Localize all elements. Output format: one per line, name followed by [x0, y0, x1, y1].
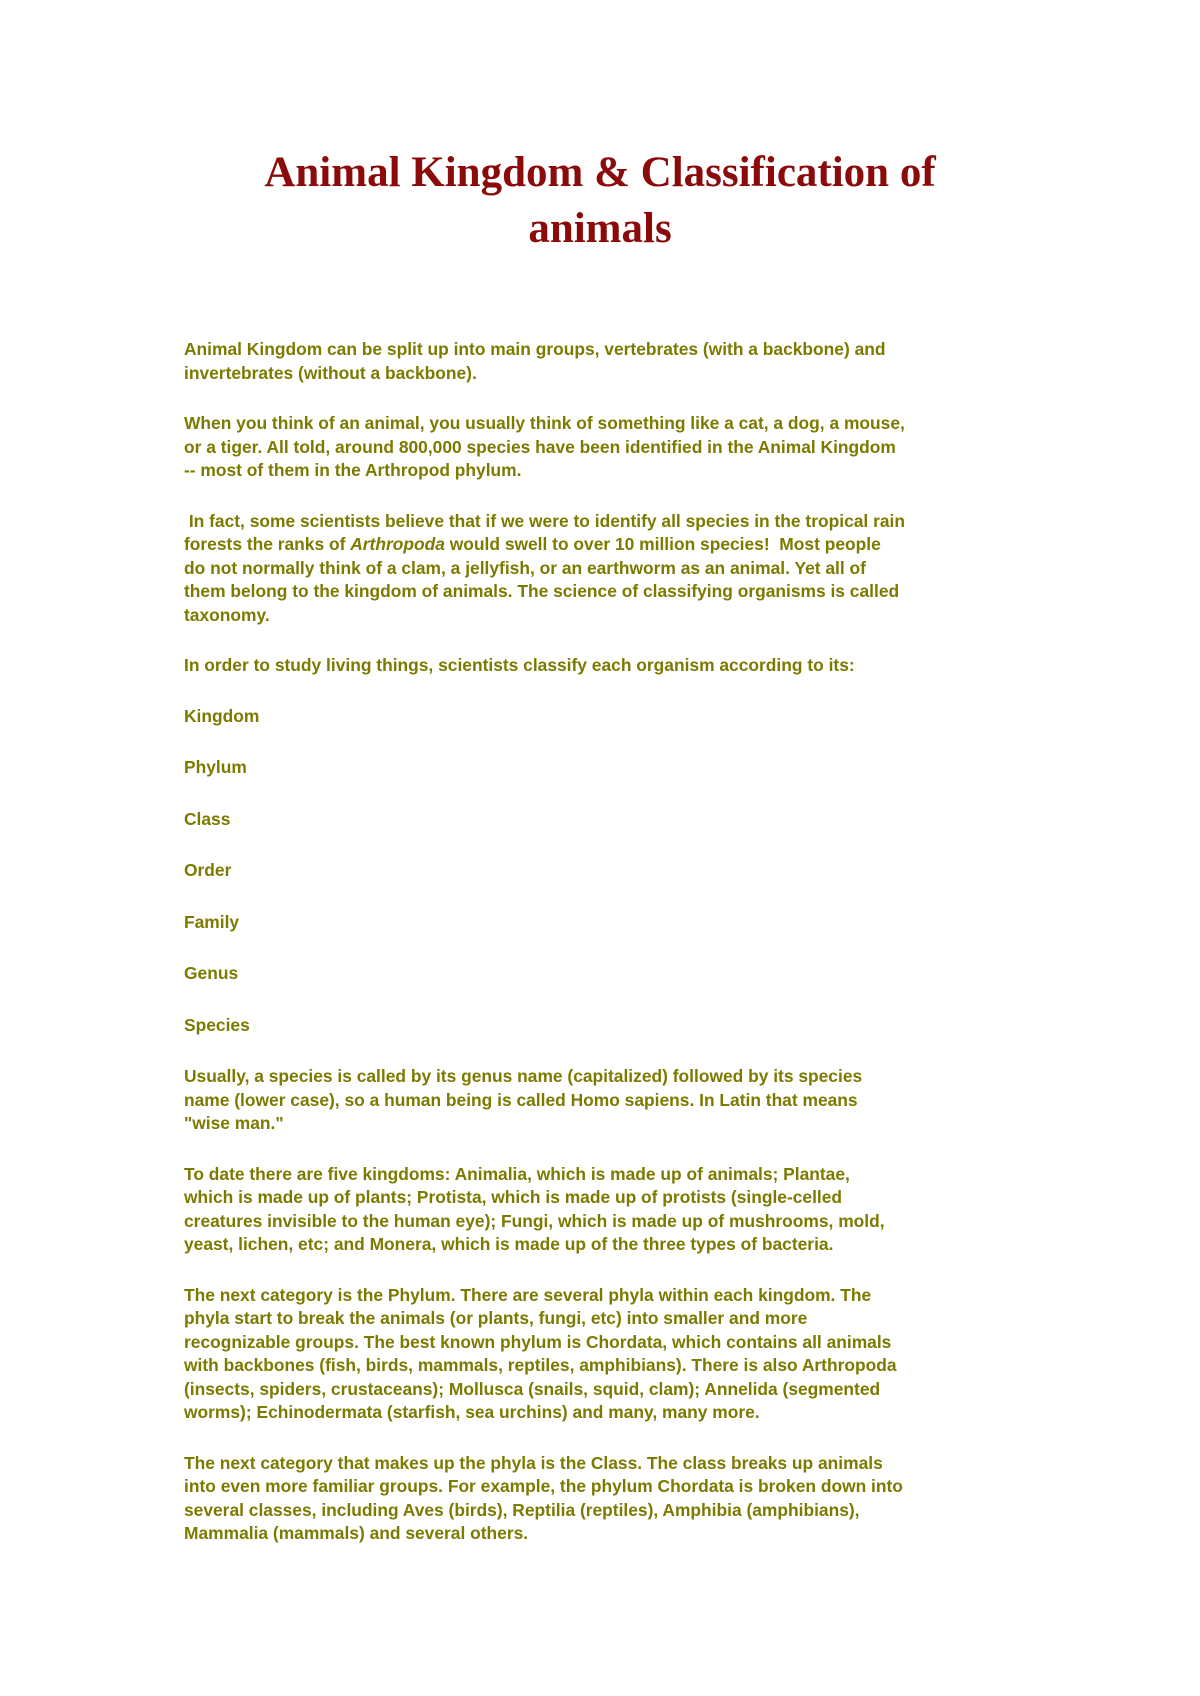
- paragraph-think-of-animal: [184, 412, 1034, 483]
- text-line: In order to study living things, scientists classify each organism according to its:: [184, 655, 855, 675]
- paragraph-arthropoda: [184, 510, 1034, 628]
- text-line: into even more familiar groups. For example, the phylum Chordata is broken down into: [184, 1476, 903, 1496]
- text-span: forests the ranks of: [184, 534, 351, 554]
- text-line: with backbones (fish, birds, mammals, reptiles, amphibians). There is also Arthropoda: [184, 1355, 897, 1375]
- text-line: recognizable groups. The best known phylum is Chordata, which contains all animals: [184, 1331, 892, 1352]
- rank-phylum: Phylum: [184, 757, 247, 777]
- text-line: Usually, a species is called by its genus name (capitalized) followed by its species: [184, 1066, 863, 1086]
- italic-term: Arthropoda: [350, 534, 445, 554]
- text-line: In fact, some scientists believe that if we were to identify all species in the tropical rain: [184, 510, 905, 531]
- title-line-2: animals: [528, 205, 672, 252]
- text-line: The next category is the Phylum. There are several phyla within each kingdom. The: [184, 1284, 872, 1305]
- rank-class: Class: [184, 808, 231, 829]
- text-line: "wise man.": [184, 1113, 284, 1133]
- document-title: [0, 145, 1200, 257]
- rank-genus: Genus: [184, 963, 239, 983]
- text-line: worms); Echinodermata (starfish, sea urchins) and many, many more.: [184, 1402, 760, 1422]
- text-line: -- most of them in the Arthropod phylum.: [184, 460, 522, 480]
- document-body: [184, 338, 1034, 1573]
- paragraph-phylum: [184, 1284, 1034, 1425]
- text-line: phyla start to break the animals (or plants, fungi, etc) into smaller and more: [184, 1308, 808, 1328]
- text-line: [184, 533, 1034, 557]
- text-line: creatures invisible to the human eye); Fungi, which is made up of mushrooms, mold,: [184, 1210, 885, 1231]
- text-line: yeast, lichen, etc; and Monera, which is made up of the three types of bacteria.: [184, 1234, 834, 1254]
- text-line: Animal Kingdom can be split up into main groups, vertebrates (with a backbone) and: [184, 339, 886, 359]
- text-line: taxonomy.: [184, 604, 270, 625]
- title-line-1: Animal Kingdom & Classification of: [264, 149, 936, 196]
- rank-kingdom: Kingdom: [184, 705, 260, 726]
- text-line: several classes, including Aves (birds), Reptilia (reptiles), Amphibia (amphibians),: [184, 1499, 860, 1520]
- text-line: To date there are five kingdoms: Animalia, which is made up of animals; Plantae,: [184, 1163, 850, 1184]
- text-line: When you think of an animal, you usually think of something like a cat, a dog, a mouse,: [184, 413, 905, 433]
- text-line: them belong to the kingdom of animals. The science of classifying organisms is called: [184, 581, 900, 601]
- paragraph-species-naming: [184, 1065, 1034, 1136]
- text-line: which is made up of plants; Protista, which is made up of protists (single-celled: [184, 1187, 843, 1207]
- text-line: Mammalia (mammals) and several others.: [184, 1523, 529, 1543]
- text-line: or a tiger. All told, around 800,000 species have been identified in the Animal Kingdom: [184, 436, 896, 457]
- paragraph-class: [184, 1452, 1034, 1546]
- rank-family: Family: [184, 911, 240, 932]
- text-span: would swell to over 10 million species! Most people: [444, 534, 881, 554]
- paragraph-five-kingdoms: [184, 1163, 1034, 1257]
- text-line: The next category that makes up the phyla is the Class. The class breaks up animals: [184, 1452, 883, 1473]
- text-line: (insects, spiders, crustaceans); Mollusca (snails, squid, clam); Annelida (segmented: [184, 1378, 881, 1399]
- rank-order: Order: [184, 860, 232, 880]
- paragraph-intro: [184, 338, 1034, 385]
- rank-species: Species: [184, 1014, 250, 1035]
- text-line: do not normally think of a clam, a jellyfish, or an earthworm as an animal. Yet all of: [184, 557, 866, 578]
- paragraph-classify-intro: [184, 654, 1034, 678]
- text-line: invertebrates (without a backbone).: [184, 362, 477, 383]
- text-line: name (lower case), so a human being is called Homo sapiens. In Latin that means: [184, 1089, 858, 1110]
